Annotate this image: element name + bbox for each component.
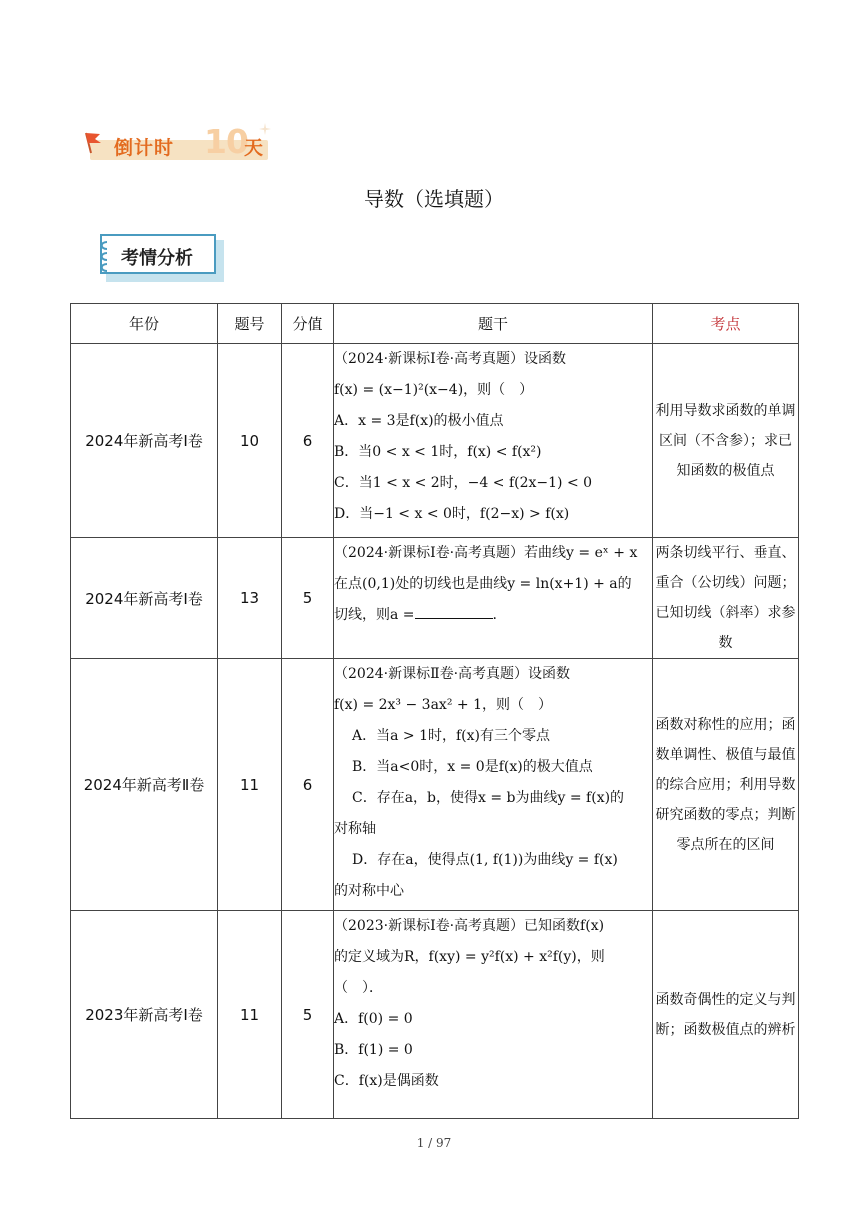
header-year: 年份 bbox=[71, 304, 218, 344]
score-cell: 5 bbox=[282, 911, 334, 1119]
stem-cell bbox=[334, 344, 653, 538]
stem-line: 切线，则a = . bbox=[334, 600, 652, 631]
binder-rings-icon bbox=[98, 238, 112, 278]
page-number: 1 / 97 bbox=[416, 1136, 452, 1150]
number-cell: 11 bbox=[218, 911, 282, 1119]
countdown-number: 10 bbox=[204, 122, 248, 161]
flag-icon bbox=[82, 130, 104, 154]
stem-line: （2024·新课标Ⅰ卷·高考真题）设函数 bbox=[334, 351, 567, 367]
option-b: B．f(1) = 0 bbox=[334, 1042, 413, 1058]
option-a: A．当a > 1时，f(x)有三个零点 bbox=[352, 728, 550, 744]
stem-cell bbox=[334, 659, 653, 911]
header-number: 题号 bbox=[218, 304, 282, 344]
number-cell: 11 bbox=[218, 659, 282, 911]
document-title: 导数（选填题） bbox=[364, 187, 504, 211]
year-cell: 2024年新高考Ⅰ卷 bbox=[71, 344, 218, 538]
stem-line: f(x) = (x−1)²(x−4)，则（ ） bbox=[334, 382, 534, 398]
option-c: C．当1 < x < 2时，−4 < f(2x−1) < 0 bbox=[334, 475, 593, 491]
stem-line: f(x) = 2x³ − 3ax² + 1，则（ ） bbox=[334, 697, 552, 713]
point-cell: 函数奇偶性的定义与判断；函数极值点的辨析 bbox=[653, 911, 799, 1119]
sparkle-icon bbox=[258, 122, 272, 136]
option-b: B．当a<0时，x = 0是f(x)的极大值点 bbox=[352, 759, 593, 775]
table-header-row bbox=[71, 304, 799, 344]
year-cell: 2024年新高考Ⅱ卷 bbox=[71, 659, 218, 911]
option-d-cont: 的对称中心 bbox=[334, 883, 404, 899]
stem-line: （2023·新课标Ⅰ卷·高考真题）已知函数f(x) bbox=[334, 918, 605, 934]
point-cell: 两条切线平行、垂直、重合（公切线）问题；已知切线（斜率）求参数 bbox=[653, 538, 799, 659]
stem-line: （2024·新课标Ⅰ卷·高考真题）若曲线y = eˣ + x bbox=[334, 545, 638, 561]
score-cell: 6 bbox=[282, 659, 334, 911]
year-cell: 2023年新高考Ⅰ卷 bbox=[71, 911, 218, 1119]
number-cell: 10 bbox=[218, 344, 282, 538]
header-point: 考点 bbox=[653, 304, 799, 344]
stem-line: 在点(0,1)处的切线也是曲线y = ln(x+1) + a的 bbox=[334, 576, 632, 592]
option-a: A．x = 3是f(x)的极小值点 bbox=[334, 413, 504, 429]
stem-line: （ ）． bbox=[334, 980, 383, 996]
option-c-cont: 对称轴 bbox=[334, 821, 376, 837]
score-cell: 5 bbox=[282, 538, 334, 659]
section-title: 考情分析 bbox=[121, 248, 193, 269]
option-d: D．当−1 < x < 0时，f(2−x) > f(x) bbox=[334, 506, 570, 522]
exam-analysis-table bbox=[70, 303, 799, 1119]
table-row bbox=[71, 659, 799, 911]
table-row bbox=[71, 911, 799, 1119]
stem-text: 切线，则a = bbox=[334, 607, 415, 623]
option-b: B．当0 < x < 1时，f(x) < f(x²) bbox=[334, 444, 542, 460]
year-cell: 2024年新高考Ⅰ卷 bbox=[71, 538, 218, 659]
score-cell: 6 bbox=[282, 344, 334, 538]
table-row bbox=[71, 538, 799, 659]
countdown-unit: 天 bbox=[244, 137, 264, 159]
countdown-label: 倒计时 bbox=[114, 137, 175, 159]
option-a: A．f(0) = 0 bbox=[334, 1011, 413, 1027]
number-cell: 13 bbox=[218, 538, 282, 659]
answer-blank bbox=[415, 604, 493, 619]
stem-cell bbox=[334, 911, 653, 1119]
header-stem: 题干 bbox=[334, 304, 653, 344]
option-d: D．存在a，使得点(1, f(1))为曲线y = f(x) bbox=[352, 852, 618, 868]
table-row bbox=[71, 344, 799, 538]
section-header bbox=[98, 232, 228, 284]
option-c: C．f(x)是偶函数 bbox=[334, 1073, 439, 1089]
point-cell: 函数对称性的应用；函数单调性、极值与最值的综合应用；利用导数研究函数的零点；判断零点所在的区间 bbox=[653, 659, 799, 911]
option-c: C．存在a，b，使得x = b为曲线y = f(x)的 bbox=[352, 790, 625, 806]
header-score: 分值 bbox=[282, 304, 334, 344]
countdown-banner bbox=[82, 122, 270, 162]
stem-cell bbox=[334, 538, 653, 659]
point-cell: 利用导数求函数的单调区间（不含参）；求已知函数的极值点 bbox=[653, 344, 799, 538]
stem-line: （2024·新课标Ⅱ卷·高考真题）设函数 bbox=[334, 666, 571, 682]
stem-line: 的定义域为R，f(xy) = y²f(x) + x²f(y)，则 bbox=[334, 949, 605, 965]
